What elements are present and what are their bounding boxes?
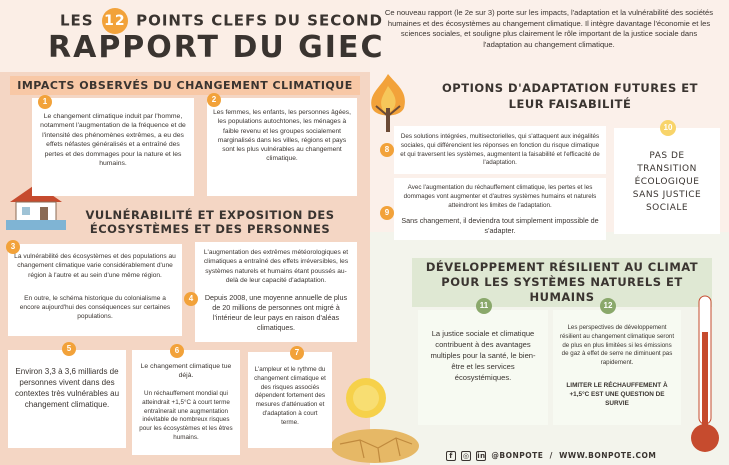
section-title-impacts: IMPACTS OBSERVÉS DU CHANGEMENT CLIMATIQUE [10,76,360,95]
point-card-4 [195,242,357,342]
point-3-text-2: En outre, le schéma historique du colonialisme a encore aujourd'hui des conséquences sur certaines populations. [19,294,171,321]
point-10-text: PAS DE TRANSITION ÉCOLOGIQUE SANS JUSTICE SOCIALE [632,151,702,213]
point-12-text-2: LIMITER LE RÉCHAUFFEMENT À +1,5°C EST UNE QUESTION DE SURVIE [566,381,668,407]
point-number-5: 5 [62,342,76,356]
title-suffix: POINTS CLEFS DU SECOND [136,11,383,30]
point-number-7: 7 [290,346,304,360]
point-card-9 [394,178,606,240]
page-title: RAPPORT DU GIEC [48,30,385,65]
point-number-6: 6 [170,344,184,358]
point-11-text: La justice sociale et climatique contribuent à des avantages multiples pour la santé, le bien-être et les services écosystémiques. [430,329,536,382]
point-card-8 [394,126,606,174]
point-12-text: Les perspectives de développement résilient au changement climatique seront de plus en plus limitées si les émissions de gaz à effet de serre ne diminuent pas rapidement. [559,324,675,367]
point-number-10: 10 [660,120,676,136]
point-card-10 [614,128,720,234]
point-card-7 [248,352,332,448]
point-3-text: La vulnérabilité des écosystèmes et des populations au changement climatique varie considérablement d'une région à l'autre et au sein d'une même région. [14,253,176,279]
point-7-text: L'ampleur et le rythme du changement climatique et des risques associés dépendent fortement des mesures d'atténuation et d'adaptation à court terme. [254,366,326,426]
cracked-ground-icon [330,424,420,464]
point-number-3: 3 [6,240,20,254]
point-card-1 [32,98,194,196]
point-6-text-2: Un réchauffement mondial qui atteindrait +1,5°C à court terme entraînerait une augmentation inévitable de nombreux risques pour les écosystèmes et les êtres humains. [139,390,233,441]
point-8-text: Des solutions intégrées, multisectorielles, qui s'attaquent aux inégalités sociales, qui différencient les réponses en fonction du risque climatique et qui traversent les systèmes, augmentent la faisabilité et l'efficacité de l'adaptation. [400,133,600,167]
point-5-text: Environ 3,3 à 3,6 milliards de personnes vivent dans des contextes très vulnérables au changement climatique. [14,367,120,409]
sun-icon [340,372,392,424]
point-number-2: 2 [207,93,221,107]
title-prefix: LES [60,11,94,30]
point-card-11 [418,310,548,425]
intro-text: Ce nouveau rapport (le 2e sur 3) porte sur les impacts, l'adaptation et la vulnérabilité des sociétés humaines et des écosystèmes au changement climatique. Il intègre davantage l'économie et les sciences sociales, et souligne plus clairement le rôle important de la justice sociale dans l'adaptation au changement climatique. [384,8,714,49]
point-6-text: Le changement climatique tue déjà. [140,363,232,379]
point-2-text: Les femmes, les enfants, les personnes âgées, les populations autochtones, les ménages à faible revenu et les groupes socialement marginalisés dans les villes, régions et pays sont les plus vulnérables au changement climatique. [213,109,351,163]
instagram-icon[interactable]: ◎ [462,452,470,460]
point-number-9: 9 [380,206,394,220]
point-number-4: 4 [184,292,198,306]
point-number-11: 11 [476,298,492,314]
point-card-12 [553,310,681,425]
point-card-2 [207,98,357,196]
footer-handle[interactable]: @BONPOTE [491,451,544,460]
footer-separator: / [549,451,553,460]
point-card-6 [132,350,240,455]
section-title-developpement: DÉVELOPPEMENT RÉSILIENT AU CLIMAT POUR LES SYSTÈMES NATURELS ET HUMAINS [412,258,712,307]
facebook-icon[interactable]: f [446,451,456,461]
point-9-text-2: Sans changement, il deviendra tout simplement impossible de s'adapter. [401,216,599,236]
point-number-8: 8 [380,143,394,157]
footer [446,451,656,461]
linkedin-icon[interactable]: in [477,452,486,460]
point-1-text: Le changement climatique induit par l'homme, notamment l'augmentation de la fréquence et de l'intensité des phénomènes extrêmes, a eu des effets néfastes généralisés et a entraîné des pertes et des dommages pour la nature et les humains. [40,113,186,168]
section-title-vulnerabilite: VULNÉRABILITÉ ET EXPOSITION DES ÉCOSYSTÈMES ET DES PERSONNES [85,208,335,236]
title-number-badge: 12 [102,8,128,34]
point-4-text: L'augmentation des extrêmes météorologiques et climatiques a entraîné des effets irréversibles, les systèmes naturels et humains étant poussés au-delà de leur capacité d'adaptation. [203,249,349,284]
burning-tree-icon [364,72,412,134]
point-number-1: 1 [38,95,52,109]
section-title-options: OPTIONS D'ADAPTATION FUTURES ET LEUR FAISABILITÉ [442,81,698,111]
point-9-text: Avec l'augmentation du réchauffement climatique, les pertes et les dommages vont augmenter et d'autres systèmes humains et naturels atteindront les limites de l'adaptation. [403,184,597,209]
point-card-3 [8,244,182,336]
point-4-text-2: Depuis 2008, une moyenne annuelle de plus de 20 millions de personnes ont migré à l'intérieur de leur pays en raison d'aléas climatiques. [204,293,348,333]
point-number-12: 12 [600,298,616,314]
footer-site[interactable]: WWW.BONPOTE.COM [559,451,657,460]
point-card-5 [8,350,126,448]
thermometer-icon [686,292,722,462]
